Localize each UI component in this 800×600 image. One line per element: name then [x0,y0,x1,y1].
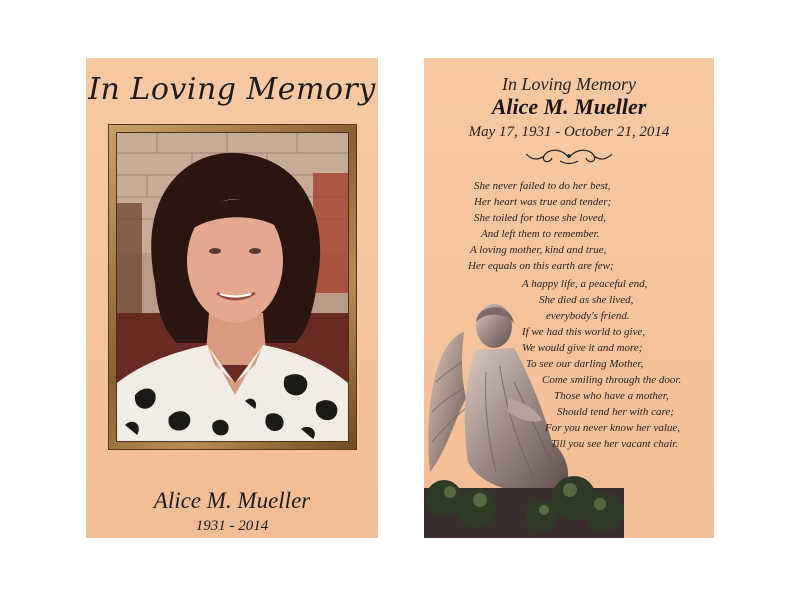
front-years: 1931 - 2014 [195,518,269,534]
front-title: In Loving Memory [88,72,376,107]
poem-line: Till you see her vacant chair. [551,438,679,450]
poem-line: She died as she lived, [539,294,634,306]
memorial-card-back [424,58,714,538]
photo-frame [108,124,357,450]
poem-line: Come smiling through the door. [542,374,682,386]
poem-line: She never failed to do her best, [474,180,611,192]
poem-line: A happy life, a peaceful end, [522,278,648,290]
poem-line: She toiled for those she loved, [474,212,606,224]
portrait-photo [116,132,349,442]
back-name: Alice M. Mueller [491,94,647,119]
flourish-icon [524,144,614,166]
front-name: Alice M. Mueller [153,488,311,513]
poem-line: Should tend her with care; [557,406,674,418]
memorial-card-front [86,58,378,538]
poem-line: Her equals on this earth are few; [468,260,614,272]
poem-line: Those who have a mother, [554,390,669,402]
poem-line: And left them to remember. [481,228,600,240]
poem-line: A loving mother, kind and true, [470,244,607,256]
back-dates: May 17, 1931 - October 21, 2014 [468,124,670,140]
poem-line: If we had this world to give, [522,326,646,338]
poem-line: everybody's friend. [546,310,630,322]
poem-line: To see our darling Mother, [526,358,644,370]
poem-line: For you never know her value, [545,422,681,434]
poem-line: We would give it and more; [522,342,643,354]
back-header: In Loving Memory [502,74,636,94]
poem-line: Her heart was true and tender; [474,196,612,208]
